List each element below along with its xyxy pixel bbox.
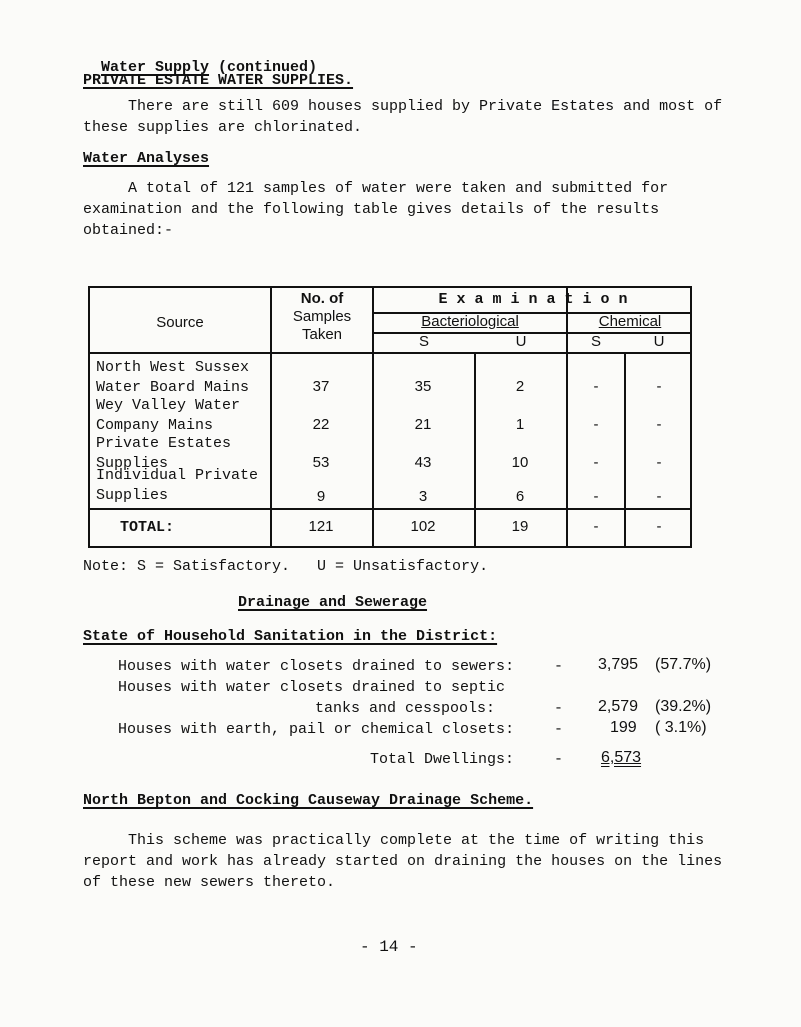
total-chem-u: - xyxy=(656,518,662,535)
header-bact-u: U xyxy=(515,333,527,350)
paragraph-line: examination and the following table gives details of the results xyxy=(83,201,660,218)
row-chem-s: - xyxy=(593,378,599,395)
header-chemical: Chemical xyxy=(598,313,662,330)
row-source: Individual Private Supplies xyxy=(96,467,259,504)
header-bact-s: S xyxy=(418,333,429,350)
total-bact-s: 102 xyxy=(410,518,436,535)
paragraph-line: of these new sewers thereto. xyxy=(83,874,336,891)
sanitation-percent: (57.7%) xyxy=(655,656,712,673)
row-bact-u: 1 xyxy=(515,416,525,433)
sanitation-value: 2,579 xyxy=(598,698,639,715)
row-source: Wey Valley Water Company Mains xyxy=(96,397,241,434)
row-bact-s: 3 xyxy=(418,488,428,505)
sanitation-row: tanks and cesspools: xyxy=(315,700,496,717)
paragraph-line: A total of 121 samples of water were taken and submitted for xyxy=(128,180,669,197)
total-chem-s: - xyxy=(593,518,599,535)
header-samples-line: No. of xyxy=(300,290,344,307)
header-samples-line: Taken xyxy=(301,326,343,343)
sanitation-dash: - xyxy=(554,700,564,717)
sanitation-value: 3,795 xyxy=(598,656,639,673)
row-chem-s: - xyxy=(593,416,599,433)
row-source: North West Sussex Water Board Mains xyxy=(96,359,250,396)
sanitation-percent: ( 3.1%) xyxy=(655,719,707,736)
row-bact-u: 6 xyxy=(515,488,525,505)
drainage-heading: Drainage and Sewerage xyxy=(238,594,428,611)
total-bact-u: 19 xyxy=(511,518,529,535)
total-samples: 121 xyxy=(308,518,334,535)
paragraph-line: There are still 609 houses supplied by Private Estates and most of xyxy=(128,98,723,115)
row-chem-u: - xyxy=(656,378,662,395)
row-bact-u: 2 xyxy=(515,378,525,395)
north-bepton-heading: North Bepton and Cocking Causeway Drainage Scheme. xyxy=(83,792,534,809)
sanitation-row: Houses with earth, pail or chemical closets: xyxy=(118,721,515,738)
table-note: Note: S = Satisfactory. U = Unsatisfactory. xyxy=(83,558,489,575)
row-chem-u: - xyxy=(656,416,662,433)
row-samples: 53 xyxy=(312,454,330,471)
sanitation-value: 199 xyxy=(610,719,637,736)
sanitation-row: Houses with water closets drained to septic xyxy=(118,679,506,696)
paragraph-line: This scheme was practically complete at the time of writing this xyxy=(128,832,705,849)
water-analyses-heading: Water Analyses xyxy=(83,150,210,167)
row-bact-u: 10 xyxy=(511,454,529,471)
private-estate-heading: PRIVATE ESTATE WATER SUPPLIES. xyxy=(83,72,354,89)
total-dwellings-dash: - xyxy=(554,751,564,768)
row-source: Private Estates Supplies xyxy=(96,435,232,472)
row-chem-u: - xyxy=(656,454,662,471)
paragraph-line: these supplies are chlorinated. xyxy=(83,119,363,136)
header-chem-s: S xyxy=(590,333,601,350)
header-samples-line: Samples xyxy=(292,308,352,325)
sanitation-row: Houses with water closets drained to sewers: xyxy=(118,658,515,675)
total-dwellings-label: Total Dwellings: xyxy=(370,751,515,768)
header-source: Source xyxy=(156,314,204,331)
row-bact-s: 21 xyxy=(414,416,432,433)
row-samples: 22 xyxy=(312,416,330,433)
header-examination: E x a m i n a t i o n xyxy=(438,291,628,308)
sanitation-percent: (39.2%) xyxy=(655,698,712,715)
page-number: - 14 - xyxy=(360,938,418,956)
total-label: TOTAL: xyxy=(120,519,175,536)
paragraph-line: report and work has already started on draining the houses on the lines xyxy=(83,853,723,870)
row-samples: 37 xyxy=(312,378,330,395)
continued-label: (continued) xyxy=(209,59,318,76)
header-samples xyxy=(272,290,372,344)
row-bact-s: 43 xyxy=(414,454,432,471)
water-supply-title: Water Supply xyxy=(101,59,210,76)
row-bact-s: 35 xyxy=(414,378,432,395)
sanitation-heading: State of Household Sanitation in the District: xyxy=(83,628,498,645)
paragraph-line: obtained:- xyxy=(83,222,174,239)
total-dwellings-value: 6,573 xyxy=(601,749,642,766)
row-chem-s: - xyxy=(593,488,599,505)
water-analyses-table xyxy=(88,286,692,548)
sanitation-dash: - xyxy=(554,721,564,738)
row-samples: 9 xyxy=(316,488,326,505)
row-chem-s: - xyxy=(593,454,599,471)
header-chem-u: U xyxy=(653,333,665,350)
section-heading xyxy=(83,42,317,76)
row-chem-u: - xyxy=(656,488,662,505)
header-bacteriological: Bacteriological xyxy=(421,313,519,330)
sanitation-dash: - xyxy=(554,658,564,675)
